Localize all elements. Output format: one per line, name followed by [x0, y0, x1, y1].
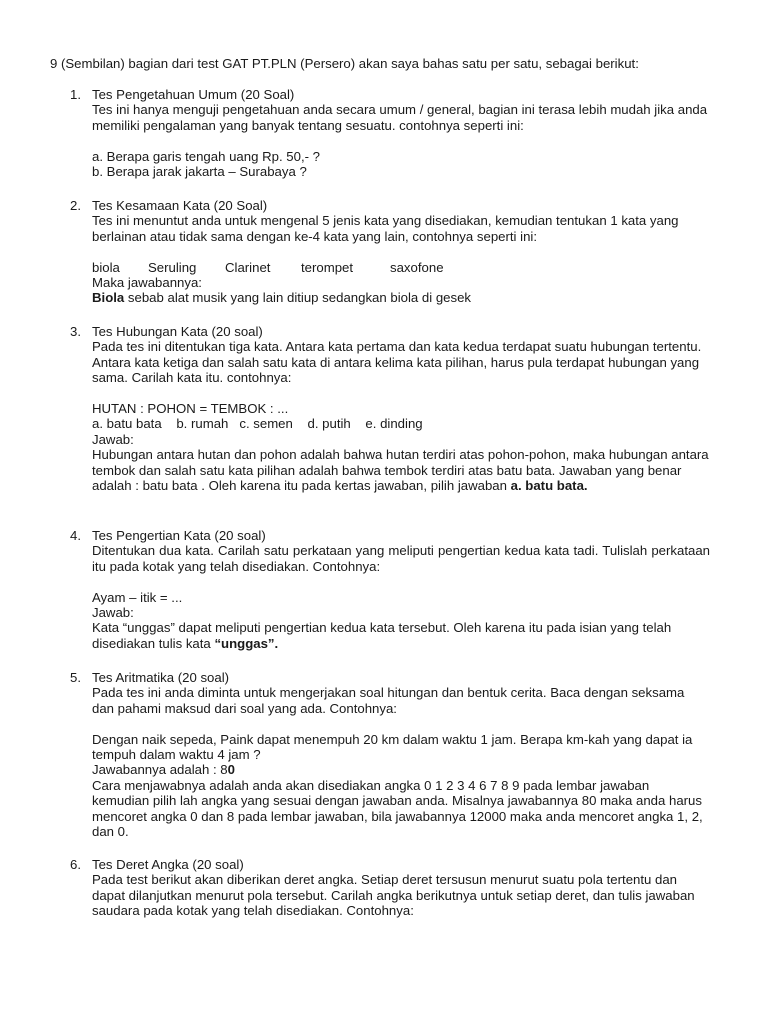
answer-bold: Biola: [92, 290, 125, 306]
item-number: 4.: [70, 528, 81, 543]
item-number: 3.: [70, 324, 81, 339]
example-b: b. Berapa jarak jakarta – Surabaya ?: [92, 164, 307, 180]
explanation-bold: a. batu bata.: [510, 478, 588, 494]
item-description: Pada test berikut akan diberikan deret angka. Setiap deret tersusun menurut suatu pola tertentu dan dapat dilanjutkan menurut pola tersebut. Carilah angka berikutnya untuk setiap deret, dan tulis jawaban saudara pada kotak yang telah disediakan. Contohnya:: [92, 872, 695, 919]
item-body: [92, 324, 710, 493]
explanation-text: Kata “unggas” dapat meliputi pengertian kedua kata tersebut. Oleh karena itu pada isian yang telah disediakan tulis kata: [92, 620, 672, 651]
explanation-text: Hubungan antara hutan dan pohon adalah bahwa hutan terdiri atas pohon-pohon, maka hubungan antara tembok dan salah satu kata pilihan adalah bahwa tembok terdiri atas batu bata. Jawaban yang benar adalah : batu bata . Oleh karena itu pada kertas jawaban, pilih jawaban: [92, 447, 709, 494]
question-text: HUTAN : POHON = TEMBOK : ...: [92, 401, 289, 417]
explanation-bold: “unggas”.: [214, 635, 279, 651]
word-choice: saxofone: [390, 259, 444, 275]
item-description: Tes ini menuntut anda untuk mengenal 5 jenis kata yang disediakan, kemudian tentukan 1 kata yang berlainan atau tidak sama dengan ke-4 kata yang lain, contohnya seperti ini:: [92, 213, 679, 244]
word-choice: terompet: [301, 259, 354, 275]
word-choice: Clarinet: [225, 259, 271, 275]
item-description: Tes ini hanya menguji pengetahuan anda secara umum / general, bagian ini terasa lebih mudah jika anda memiliki pengalaman yang banyak tentang sesuatu. contohnya seperti ini:: [92, 102, 708, 133]
item-description: Pada tes ini ditentukan tiga kata. Antara kata pertama dan kata kedua terdapat suatu hubungan tertentu. Antara kata ketiga dan salah satu kata di antara kelima kata pilihan, harus pula terdapat hubungan yang sama. Carilah kata itu. contohnya:: [92, 339, 702, 386]
example-a: a. Berapa garis tengah uang Rp. 50,- ?: [92, 148, 321, 164]
jawab-label: Jawab:: [92, 431, 134, 447]
item-body: [92, 670, 710, 839]
question-text: Dengan naik sepeda, Paink dapat menempuh 20 km dalam waktu 1 jam. Berapa km-kah yang dapat ia tempuh dalam waktu 4 jam ?: [92, 731, 693, 763]
answer-rest: sebab alat musik yang lain ditiup sedangkan biola di gesek: [124, 290, 472, 306]
item-number: 5.: [70, 670, 81, 685]
item-body: [92, 198, 710, 306]
item-title: Tes Aritmatika (20 soal): [92, 670, 230, 685]
answer-line: [92, 290, 710, 305]
item-title: Tes Pengertian Kata (20 soal): [92, 528, 266, 543]
item-title: Tes Pengetahuan Umum (20 Soal): [92, 87, 295, 102]
item-body: [92, 87, 710, 179]
question-text: Ayam – itik = ...: [92, 589, 183, 605]
item-body: [92, 528, 710, 651]
explanation: [92, 447, 710, 493]
item-title: Tes Kesamaan Kata (20 Soal): [92, 198, 268, 213]
item-description: Ditentukan dua kata. Carilah satu perkataan yang meliputi pengertian kedua kata tadi. Tulislah perkataan itu pada kotak yang telah disediakan. Contohnya:: [92, 543, 710, 574]
word-choice: Seruling: [148, 259, 197, 275]
intro-text: 9 (Sembilan) bagian dari test GAT PT.PLN (Persero) akan saya bahas satu per satu, sebagai berikut:: [50, 56, 639, 71]
item-number: 1.: [70, 87, 81, 102]
item-description: Pada tes ini anda diminta untuk mengerjakan soal hitungan dan bentuk cerita. Baca dengan seksama dan pahami maksud dari soal yang ada. Contohnya:: [92, 685, 685, 716]
answer-options: a. batu bata b. rumah c. semen d. putih e. dinding: [92, 416, 423, 432]
jawab-label: Jawab:: [92, 605, 134, 621]
answer-label: Maka jawabannya:: [92, 275, 202, 291]
item-body: [92, 857, 710, 919]
explanation-text: Cara menjawabnya adalah anda akan disediakan angka 0 1 2 3 4 6 7 8 9 pada lembar jawaban kemudian pilih lah angka yang sesuai dengan jawaban anda. Misalnya jawabannya 80 maka anda harus mencoret angka 0 dan 8 pada lembar jawaban, bila jawabannya 12000 maka anda mencoret angka 1, 2, dan 0.: [92, 777, 703, 840]
answer-line: [92, 762, 710, 777]
answer-bold: 0: [227, 762, 235, 778]
item-title: Tes Deret Angka (20 soal): [92, 857, 244, 872]
item-title: Tes Hubungan Kata (20 soal): [92, 324, 263, 339]
item-number: 6.: [70, 857, 81, 872]
answer-label: Jawabannya adalah : 8: [92, 762, 228, 778]
word-choices: [92, 260, 710, 275]
word-choice: biola: [92, 259, 120, 275]
item-number: 2.: [70, 198, 81, 213]
explanation: [92, 620, 710, 651]
